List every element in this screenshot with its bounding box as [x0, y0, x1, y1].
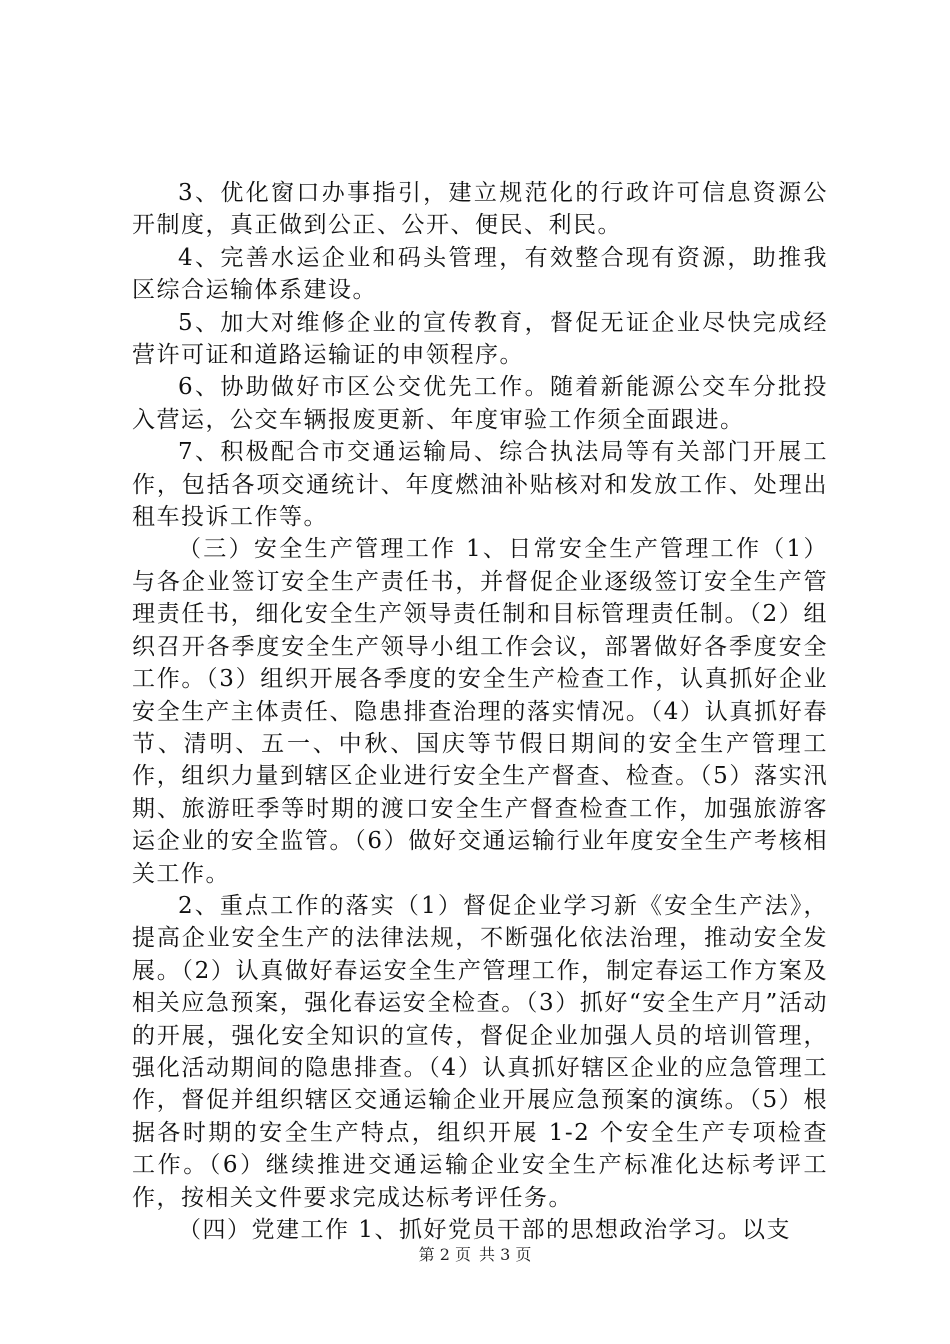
- paragraph-item-4: 4、完善水运企业和码头管理，有效整合现有资源，助推我区综合运输体系建设。: [132, 244, 828, 304]
- paragraph-item-5: 5、加大对维修企业的宣传教育，督促无证企业尽快完成经营许可证和道路运输证的申领程序。: [132, 309, 828, 369]
- page-number: 第 2 页: [418, 1245, 471, 1264]
- paragraph-item-3: 3、优化窗口办事指引，建立规范化的行政许可信息资源公开制度，真正做到公正、公开、便民、利民。: [132, 180, 828, 239]
- document-body: [132, 177, 828, 1246]
- page-footer: [0, 1242, 950, 1265]
- paragraph-key-work: 2、重点工作的落实（1）督促企业学习新《安全生产法》，提高企业安全生产的法律法规，不断强化依法治理，推动安全发展。（2）认真做好春运安全生产管理工作，制定春运工作方案及相关应急预案，强化春运安全检查。（3）抓好“安全生产月”活动的开展，强化安全知识的宣传，督促企业加强人员的培训管理，强化活动期间的隐患排查。（4）认真抓好辖区企业的应急管理工作，督促并组织辖区交通运输企业开展应急预案的演练。（5）根据各时期的安全生产特点，组织开展 1-2 个安全生产专项检查工作。（6）继续推进交通运输企业安全生产标准化达标考评工作，按相关文件要求完成达标考评任务。: [132, 892, 828, 1211]
- paragraph-item-7: 7、积极配合市交通运输局、综合执法局等有关部门开展工作，包括各项交通统计、年度燃油补贴核对和发放工作、处理出租车投诉工作等。: [132, 439, 828, 531]
- paragraph-item-6: 6、协助做好市区公交优先工作。随着新能源公交车分批投入营运，公交车辆报废更新、年度审验工作须全面跟进。: [132, 374, 828, 433]
- paragraph-safety-management: （三）安全生产管理工作 1、日常安全生产管理工作（1）与各企业签订安全生产责任书，并督促企业逐级签订安全生产管理责任书，细化安全生产领导责任制和目标管理责任制。（2）组织召开各季度安全生产领导小组工作会议，部署做好各季度安全工作。（3）组织开展各季度的安全生产检查工作，认真抓好企业安全生产主体责任、隐患排查治理的落实情况。（4）认真抓好春节、清明、五一、中秋、国庆等节假日期间的安全生产管理工作，组织力量到辖区企业进行安全生产督查、检查。（5）落实汛期、旅游旺季等时期的渡口安全生产督查检查工作，加强旅游客运企业的安全监管。（6）做好交通运输行业年度安全生产考核相关工作。: [132, 536, 828, 887]
- paragraph-party-building: （四）党建工作 1、抓好党员干部的思想政治学习。以支: [178, 1217, 791, 1243]
- page-total: 共 3 页: [479, 1245, 532, 1264]
